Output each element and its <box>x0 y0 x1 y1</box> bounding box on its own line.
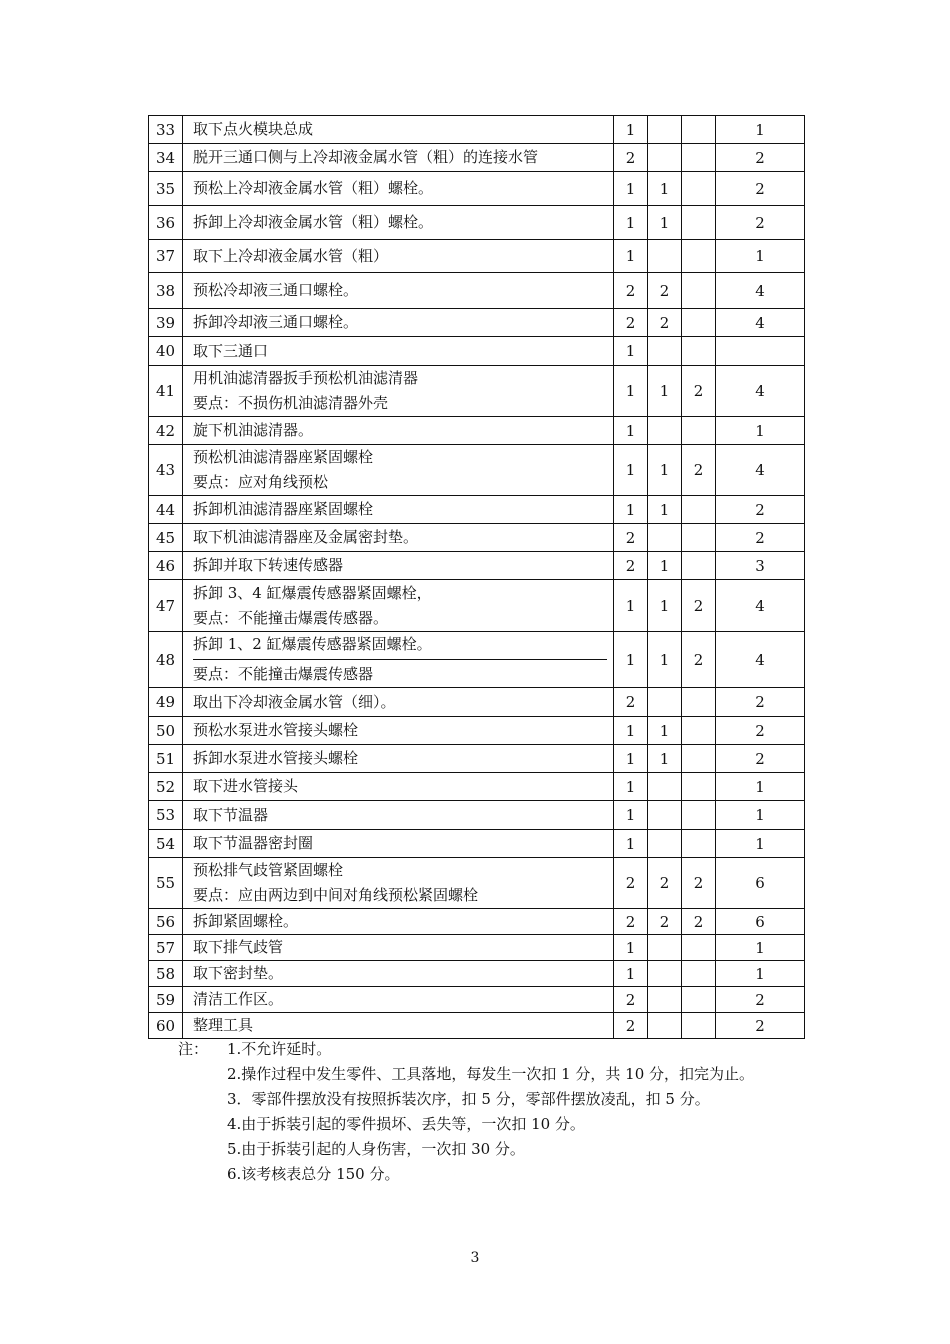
table-row <box>149 688 805 717</box>
score-total: 6 <box>716 909 805 935</box>
table-row <box>149 206 805 240</box>
table-row <box>149 337 805 366</box>
score-cell-b <box>648 773 682 801</box>
score-cell-a: 2 <box>614 987 648 1013</box>
score-cell-c <box>682 206 716 240</box>
table-row <box>149 858 805 909</box>
score-cell-c <box>682 830 716 858</box>
step-description: 预松水泵进水管接头螺栓 <box>183 717 614 745</box>
table-row <box>149 580 805 632</box>
step-description: 拆卸上冷却液金属水管（粗）螺栓。 <box>183 206 614 240</box>
table-row <box>149 909 805 935</box>
notes-list <box>227 1037 827 1187</box>
row-number: 43 <box>149 445 183 496</box>
score-cell-c <box>682 524 716 552</box>
score-cell-c <box>682 688 716 717</box>
score-cell-a: 1 <box>614 337 648 366</box>
row-number: 33 <box>149 116 183 144</box>
score-cell-c: 2 <box>682 858 716 909</box>
score-cell-b <box>648 417 682 445</box>
score-cell-c <box>682 144 716 172</box>
score-cell-c <box>682 309 716 337</box>
score-total: 2 <box>716 172 805 206</box>
row-number: 48 <box>149 632 183 688</box>
score-cell-c: 2 <box>682 580 716 632</box>
row-number: 42 <box>149 417 183 445</box>
step-description: 清洁工作区。 <box>183 987 614 1013</box>
note-item: 1.不允许延时。 <box>227 1040 332 1058</box>
score-cell-b <box>648 987 682 1013</box>
note-item: 2.操作过程中发生零件、工具落地，每发生一次扣 1 分，共 10 分，扣完为止。 <box>227 1065 755 1083</box>
score-total: 1 <box>716 801 805 830</box>
score-cell-c <box>682 773 716 801</box>
score-cell-a: 1 <box>614 580 648 632</box>
table-row <box>149 773 805 801</box>
step-key-point: 要点：应由两边到中间对角线预松紧固螺栓 <box>193 886 479 904</box>
score-total: 4 <box>716 580 805 632</box>
score-cell-b <box>648 1013 682 1039</box>
row-number: 44 <box>149 496 183 524</box>
table-row <box>149 445 805 496</box>
score-cell-c: 2 <box>682 632 716 688</box>
score-table-body <box>149 116 805 1039</box>
step-description: 预松上冷却液金属水管（粗）螺栓。 <box>183 172 614 206</box>
row-number: 54 <box>149 830 183 858</box>
score-cell-b: 1 <box>648 206 682 240</box>
score-total: 4 <box>716 632 805 688</box>
score-total: 1 <box>716 240 805 273</box>
score-total: 2 <box>716 206 805 240</box>
table-row <box>149 935 805 961</box>
score-cell-a: 1 <box>614 830 648 858</box>
score-cell-c <box>682 1013 716 1039</box>
table-row <box>149 801 805 830</box>
step-description: 取下排气歧管 <box>183 935 614 961</box>
score-cell-b <box>648 688 682 717</box>
score-total: 1 <box>716 961 805 987</box>
step-text: 预松排气歧管紧固螺栓 <box>193 861 344 879</box>
step-description: 取下密封垫。 <box>183 961 614 987</box>
score-cell-c <box>682 273 716 309</box>
step-text: 用机油滤清器扳手预松机油滤清器 <box>193 369 419 387</box>
score-cell-c <box>682 987 716 1013</box>
score-cell-c <box>682 240 716 273</box>
score-cell-c <box>682 552 716 580</box>
score-cell-a: 2 <box>614 552 648 580</box>
row-number: 45 <box>149 524 183 552</box>
score-total: 2 <box>716 745 805 773</box>
step-description: 整理工具 <box>183 1013 614 1039</box>
step-description: 取下节温器密封圈 <box>183 830 614 858</box>
score-cell-a: 1 <box>614 801 648 830</box>
step-description: 取下进水管接头 <box>183 773 614 801</box>
note-item: 4.由于拆装引起的零件损坏、丢失等，一次扣 10 分。 <box>227 1115 585 1133</box>
score-cell-a: 1 <box>614 745 648 773</box>
step-text: 拆卸 3、4 缸爆震传感器紧固螺栓， <box>193 583 432 602</box>
table-row <box>149 240 805 273</box>
note-item: 6.该考核表总分 150 分。 <box>227 1165 400 1183</box>
table-row <box>149 273 805 309</box>
row-number: 41 <box>149 366 183 417</box>
score-cell-c <box>682 172 716 206</box>
step-description: 拆卸冷却液三通口螺栓。 <box>183 309 614 337</box>
step-description: 取下节温器 <box>183 801 614 830</box>
table-row <box>149 987 805 1013</box>
score-cell-a: 2 <box>614 309 648 337</box>
table-row <box>149 417 805 445</box>
step-description: 取下点火模块总成 <box>183 116 614 144</box>
score-cell-a: 1 <box>614 773 648 801</box>
step-key-point: 要点：不损伤机油滤清器外壳 <box>193 394 389 412</box>
score-total: 2 <box>716 987 805 1013</box>
row-number: 53 <box>149 801 183 830</box>
step-description: 拆卸紧固螺栓。 <box>183 909 614 935</box>
row-number: 52 <box>149 773 183 801</box>
table-row <box>149 632 805 688</box>
score-cell-a: 2 <box>614 524 648 552</box>
score-cell-b: 2 <box>648 858 682 909</box>
table-row <box>149 1013 805 1039</box>
score-cell-c: 2 <box>682 366 716 417</box>
row-number: 60 <box>149 1013 183 1039</box>
step-description: 预松冷却液三通口螺栓。 <box>183 273 614 309</box>
row-number: 37 <box>149 240 183 273</box>
score-cell-c <box>682 116 716 144</box>
row-number: 58 <box>149 961 183 987</box>
row-number: 50 <box>149 717 183 745</box>
table-row <box>149 552 805 580</box>
score-cell-b: 1 <box>648 552 682 580</box>
score-cell-a: 1 <box>614 240 648 273</box>
score-cell-a: 1 <box>614 206 648 240</box>
score-total: 1 <box>716 773 805 801</box>
step-key-point: 要点：应对角线预松 <box>193 473 329 491</box>
row-number: 49 <box>149 688 183 717</box>
step-description: 拆卸机油滤清器座紧固螺栓 <box>183 496 614 524</box>
table-row <box>149 745 805 773</box>
score-total: 4 <box>716 366 805 417</box>
step-description <box>183 580 614 632</box>
score-total <box>716 337 805 366</box>
row-number: 40 <box>149 337 183 366</box>
row-number: 56 <box>149 909 183 935</box>
score-cell-b: 2 <box>648 273 682 309</box>
step-description: 取下机油滤清器座及金属密封垫。 <box>183 524 614 552</box>
note-item: 5.由于拆装引起的人身伤害，一次扣 30 分。 <box>227 1140 525 1158</box>
score-total: 1 <box>716 116 805 144</box>
score-cell-c <box>682 717 716 745</box>
table-row <box>149 144 805 172</box>
row-number: 57 <box>149 935 183 961</box>
table-row <box>149 496 805 524</box>
score-cell-c <box>682 961 716 987</box>
score-total: 4 <box>716 273 805 309</box>
score-cell-b <box>648 961 682 987</box>
step-text: 预松机油滤清器座紧固螺栓 <box>193 448 374 466</box>
table-row <box>149 830 805 858</box>
step-description: 脱开三通口侧与上冷却液金属水管（粗）的连接水管 <box>183 144 614 172</box>
step-key-point: 要点：不能撞击爆震传感器。 <box>193 608 389 627</box>
score-total: 6 <box>716 858 805 909</box>
score-cell-c <box>682 935 716 961</box>
step-key-point: 要点：不能撞击爆震传感器 <box>193 665 374 683</box>
score-cell-a: 1 <box>614 417 648 445</box>
row-number: 46 <box>149 552 183 580</box>
score-cell-a: 2 <box>614 1013 648 1039</box>
page-number: 3 <box>470 1250 480 1266</box>
score-cell-b: 2 <box>648 909 682 935</box>
row-number: 47 <box>149 580 183 632</box>
score-cell-a: 1 <box>614 366 648 417</box>
score-cell-b <box>648 240 682 273</box>
score-total: 2 <box>716 524 805 552</box>
score-cell-b <box>648 116 682 144</box>
row-number: 38 <box>149 273 183 309</box>
table-row <box>149 172 805 206</box>
score-cell-b <box>648 801 682 830</box>
score-cell-a: 1 <box>614 961 648 987</box>
step-description: 取出下冷却液金属水管（细）。 <box>183 688 614 717</box>
table-row <box>149 717 805 745</box>
score-cell-a: 2 <box>614 273 648 309</box>
score-total: 2 <box>716 1013 805 1039</box>
score-cell-c: 2 <box>682 909 716 935</box>
score-cell-a: 1 <box>614 172 648 206</box>
score-cell-a: 1 <box>614 632 648 688</box>
row-number: 55 <box>149 858 183 909</box>
score-cell-b <box>648 337 682 366</box>
step-description: 拆卸并取下转速传感器 <box>183 552 614 580</box>
score-cell-c <box>682 745 716 773</box>
score-cell-b: 1 <box>648 580 682 632</box>
row-number: 51 <box>149 745 183 773</box>
score-total: 2 <box>716 688 805 717</box>
score-total: 3 <box>716 552 805 580</box>
score-cell-c <box>682 801 716 830</box>
score-cell-b: 1 <box>648 632 682 688</box>
step-description: 取下上冷却液金属水管（粗） <box>183 240 614 273</box>
score-total: 1 <box>716 830 805 858</box>
score-cell-b <box>648 144 682 172</box>
step-description <box>183 858 614 909</box>
step-text: 拆卸 1、2 缸爆震传感器紧固螺栓。 <box>193 632 607 660</box>
row-number: 59 <box>149 987 183 1013</box>
notes-label: 注： <box>178 1040 209 1058</box>
table-row <box>149 309 805 337</box>
score-total: 1 <box>716 417 805 445</box>
table-row <box>149 366 805 417</box>
score-cell-b: 1 <box>648 496 682 524</box>
score-cell-c: 2 <box>682 445 716 496</box>
score-cell-c <box>682 417 716 445</box>
step-description: 取下三通口 <box>183 337 614 366</box>
score-cell-a: 1 <box>614 717 648 745</box>
row-number: 34 <box>149 144 183 172</box>
score-cell-c <box>682 337 716 366</box>
note-item: 3．零部件摆放没有按照拆装次序，扣 5 分，零部件摆放凌乱，扣 5 分。 <box>227 1090 710 1108</box>
row-number: 35 <box>149 172 183 206</box>
score-cell-b: 1 <box>648 366 682 417</box>
score-cell-b <box>648 935 682 961</box>
row-number: 39 <box>149 309 183 337</box>
score-cell-a: 2 <box>614 858 648 909</box>
step-description <box>183 632 614 688</box>
score-total: 4 <box>716 309 805 337</box>
score-cell-a: 1 <box>614 935 648 961</box>
step-description <box>183 445 614 496</box>
score-cell-b <box>648 830 682 858</box>
score-total: 2 <box>716 496 805 524</box>
score-cell-b: 2 <box>648 309 682 337</box>
table-row <box>149 524 805 552</box>
score-cell-a: 2 <box>614 909 648 935</box>
score-cell-b: 1 <box>648 745 682 773</box>
score-cell-c <box>682 496 716 524</box>
score-total: 4 <box>716 445 805 496</box>
table-row <box>149 961 805 987</box>
score-cell-b: 1 <box>648 445 682 496</box>
score-cell-a: 1 <box>614 445 648 496</box>
score-cell-a: 1 <box>614 496 648 524</box>
score-cell-b <box>648 524 682 552</box>
score-total: 2 <box>716 717 805 745</box>
table-row <box>149 116 805 144</box>
step-description: 旋下机油滤清器。 <box>183 417 614 445</box>
score-cell-a: 2 <box>614 144 648 172</box>
score-table <box>148 115 805 1039</box>
score-cell-b: 1 <box>648 172 682 206</box>
score-cell-a: 1 <box>614 116 648 144</box>
step-description: 拆卸水泵进水管接头螺栓 <box>183 745 614 773</box>
step-description <box>183 366 614 417</box>
score-cell-a: 2 <box>614 688 648 717</box>
score-total: 2 <box>716 144 805 172</box>
score-total: 1 <box>716 935 805 961</box>
row-number: 36 <box>149 206 183 240</box>
score-cell-b: 1 <box>648 717 682 745</box>
